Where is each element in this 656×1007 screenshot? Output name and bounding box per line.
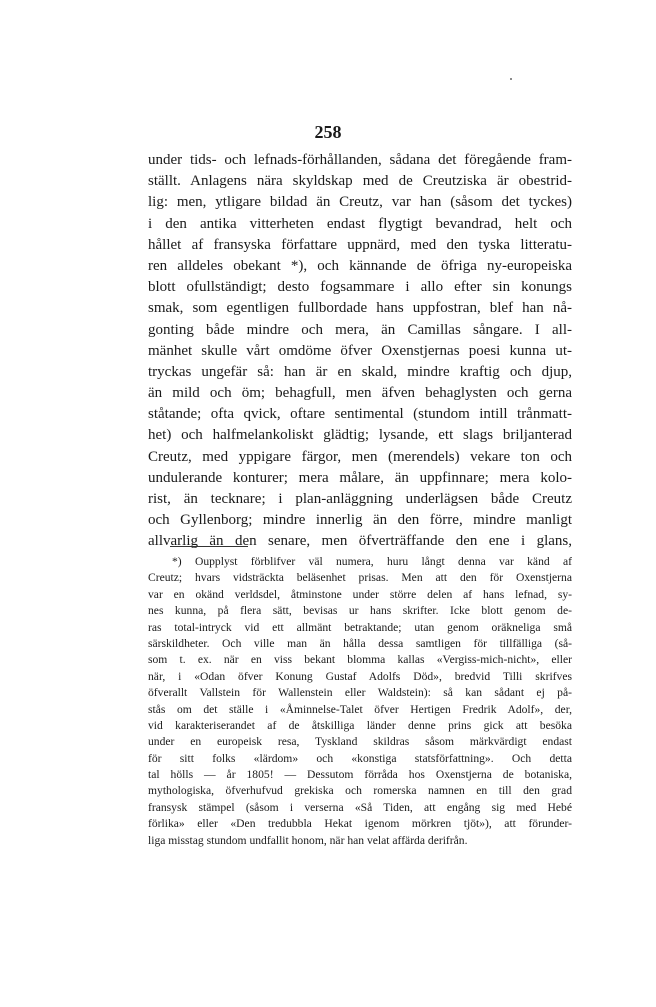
text-line: rist, än tecknare; i plan-anläggning underlägsen både Creutz xyxy=(148,491,572,507)
footnote-line: tal hölls — år 1805! — Dessutom förråda hos Oxenstjerna de botaniska, xyxy=(148,768,572,782)
text-line: än mild och öm; behagfull, men äfven behaglysten och gerna xyxy=(148,385,572,402)
text-line: allvarlig än den senare, men öfverträffande den ene i glans, xyxy=(148,533,572,550)
print-speck xyxy=(510,78,512,80)
footnote-line: för sitt folks «lärdom» och «konstiga statsförfattning». Och detta xyxy=(148,751,572,765)
footnote-line: fransysk stämpel (såsom i verserna «Så Tiden, att engång sig med Hebé xyxy=(148,800,572,814)
text-line: mänhet skulle vårt omdöme öfver Oxenstjernas poesi kunna ut- xyxy=(148,342,572,359)
text-line: ställt. Anlagens nära skyldskap med de Creutziska är obestrid- xyxy=(148,173,572,190)
text-line: blott ofullständigt; desto fogsammare i allo efter sin konungs xyxy=(148,279,572,296)
text-line: tryckas ungefär så: han är en skald, mindre kraftig och djup, xyxy=(148,363,572,380)
footnote-line: Creutz; hvars vidsträckta beläsenhet prisas. Men att den för Oxenstjerna xyxy=(148,571,572,585)
footnote-line: som t. ex. när en viss bekant blomma kallas «Vergiss-mich-nicht», eller xyxy=(148,653,572,667)
text-line: het) och halfmelankoliskt glädtig; lysande, ett slags briljanterad xyxy=(148,427,572,444)
main-text-block xyxy=(148,150,572,553)
text-line: och Gyllenborg; mindre innerlig än den förre, mindre manligt xyxy=(148,512,572,529)
footnote-block xyxy=(148,554,572,849)
footnote-line: särskildheter. Och ville man än hålla dessa samtligen för tillfälliga (så- xyxy=(148,636,572,650)
footnote-line: *) Oupplyst förblifver väl numera, huru långt denna var känd af xyxy=(172,555,572,568)
text-line: under tids- och lefnads-förhållanden, sådana det föregående fram- xyxy=(148,152,572,168)
footnote-line: liga misstag stundom undfallit honom, när han velat affärda derifrån. xyxy=(148,833,468,847)
text-line: ren alldeles obekant *), och kännande de öfriga ny-europeiska xyxy=(148,257,572,274)
footnote-line: under en europeisk resa, Tyskland skildras såsom märkvärdigt endast xyxy=(148,735,572,749)
text-line: hållet af fransyska författare uppnärd, med den tyska litteratu- xyxy=(148,236,572,253)
footnote-line: förlika» eller «Den tredubbla Hekat igenom mörkren tjöt»), att förunder- xyxy=(148,817,572,831)
footnote-line: vid karakteriserandet af de åtskilliga länder denne prins gick att besöka xyxy=(148,718,572,732)
footnote-line: nes kunna, på flera sätt, bevisas ur hans skrifter. Icke blott genom de- xyxy=(148,604,572,618)
footnote-line: stås om det ställe i «Åminnelse-Talet öfver Hertigen Fredrik Adolf», der, xyxy=(148,702,572,716)
footnote-line: mythologiska, öfverhufvud grekiska och romerska namnen en till den grad xyxy=(148,784,572,798)
text-line: Creutz, med yppigare färgor, men (merendels) vekare ton och xyxy=(148,448,572,465)
page-number: 258 xyxy=(314,122,342,142)
text-line: undulerande konturer; mera målare, än uppfinnare; mera kolo- xyxy=(148,469,572,486)
footnote-line: när, i «Odan öfver Konung Gustaf Adolfs Död», bredvid Tilli skrifves xyxy=(148,669,572,683)
text-line: i den antika vitterheten endast flygtigt bevandrad, helt och xyxy=(148,215,572,232)
text-line: smak, som egentligen fullbordade hans uppfostran, blef han nå- xyxy=(148,300,572,317)
footnote-divider xyxy=(170,546,248,547)
footnote-line: ras total-intryck vid ett allmänt betraktande; utan genom oräkneliga små xyxy=(148,620,572,634)
text-line: ståtande; ofta qvick, oftare sentimental (stundom intill trånmatt- xyxy=(148,406,572,423)
footnote-line: var en okänd verldsdel, åtminstone under större delen af hans lefnad, sy- xyxy=(148,587,572,601)
footnote-line: öfverallt Vallstein för Wallenstein eller Waldstein): så kan sådant ej på- xyxy=(148,686,572,700)
text-line: gonting både mindre och mera, än Camillas sångare. I all- xyxy=(148,321,572,338)
text-line: lig: men, ytligare bildad än Creutz, var han (såsom det tyckes) xyxy=(148,194,572,211)
